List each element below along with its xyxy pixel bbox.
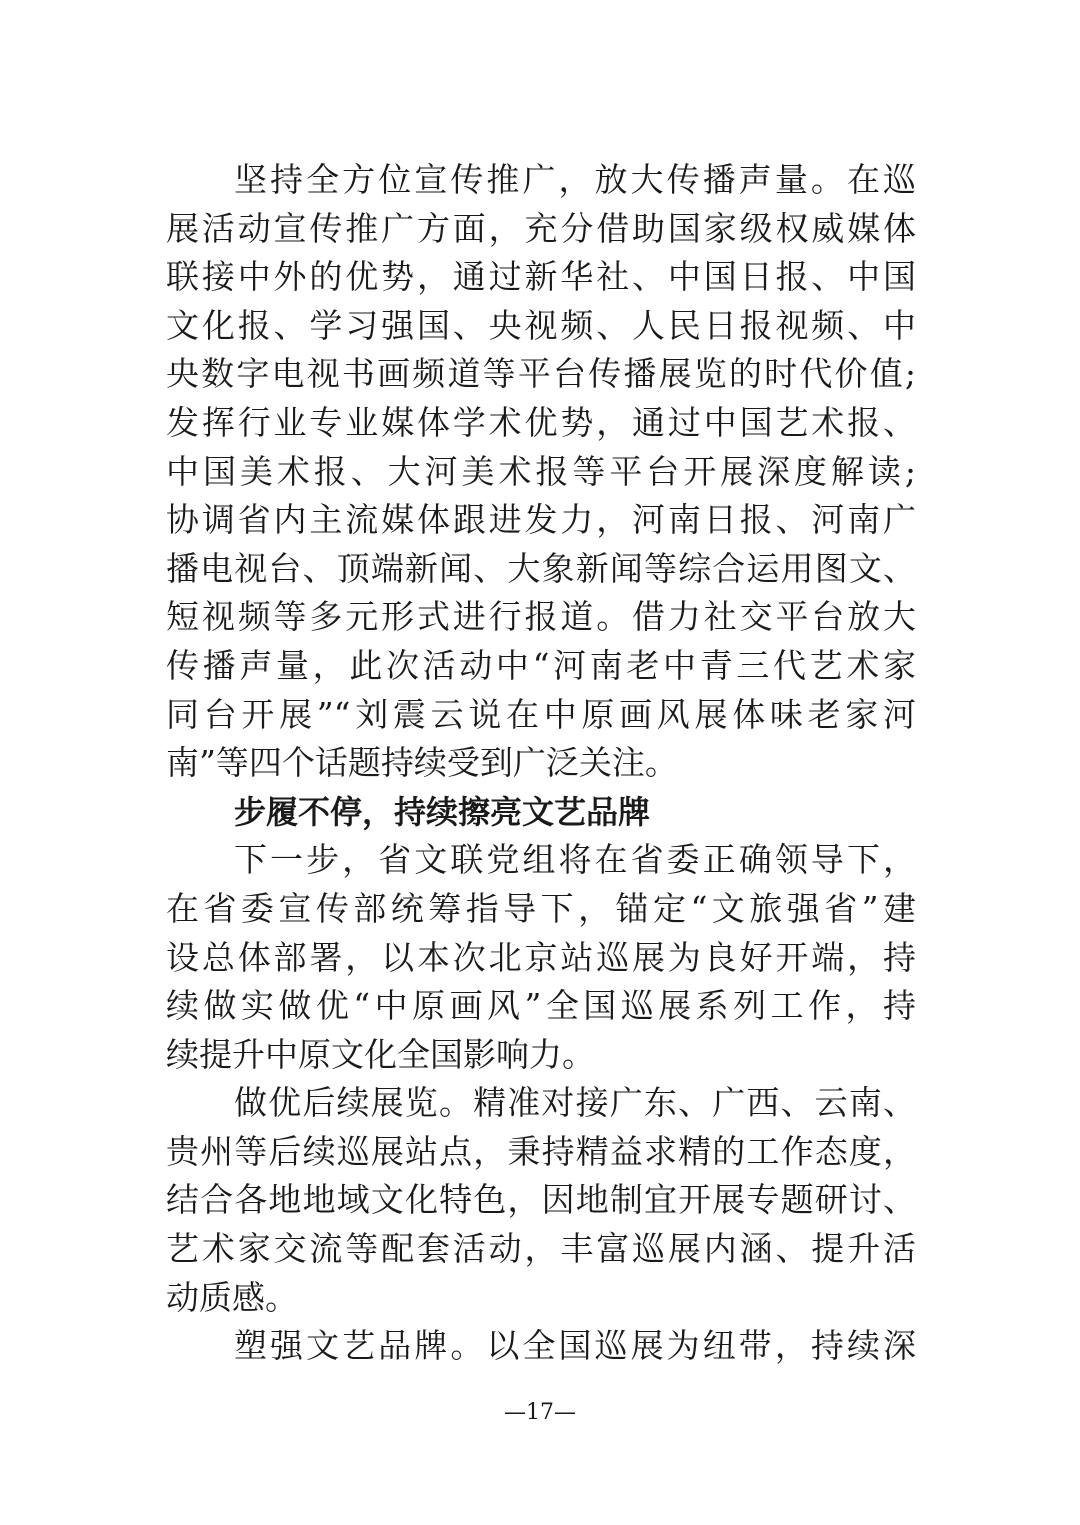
paragraph-line: 传播声量，此次活动中“河南老中青三代艺术家 (166, 645, 916, 685)
paragraph-line: 同台开展”“刘震云说在中原画风展体味老家河 (166, 694, 916, 734)
body-text (166, 156, 916, 1371)
page-number: —17— (504, 1400, 576, 1425)
paragraph-line: 文化报、学习强国、央视频、人民日报视频、中 (166, 305, 916, 345)
paragraph-line: 央数字电视书画频道等平台传播展览的时代价值; (166, 354, 916, 394)
paragraph-line: 协调省内主流媒体跟进发力，河南日报、河南广 (166, 500, 916, 540)
paragraph-line: 播电视台、顶端新闻、大象新闻等综合运用图文、 (166, 548, 916, 588)
paragraph-line: 塑强文艺品牌。以全国巡展为纽带，持续深 (234, 1326, 916, 1366)
paragraph-line: 南”等四个话题持续受到广泛关注。 (166, 743, 678, 783)
paragraph-line: 续做实做优“中原画风”全国巡展系列工作，持 (166, 986, 916, 1026)
paragraph-line: 坚持全方位宣传推广，放大传播声量。在巡 (234, 160, 916, 199)
paragraph-line: 续提升中原文化全国影响力。 (166, 1034, 595, 1074)
paragraph-line: 艺术家交流等配套活动，丰富巡展内涵、提升活 (166, 1229, 916, 1269)
paragraph-line: 短视频等多元形式进行报道。借力社交平台放大 (166, 597, 916, 637)
paragraph-line: 发挥行业专业媒体学术优势，通过中国艺术报、 (166, 402, 916, 442)
paragraph-line: 做优后续展览。精准对接广东、广西、云南、 (234, 1083, 916, 1123)
paragraph-line: 中国美术报、大河美术报等平台开展深度解读; (166, 451, 916, 491)
paragraph-line: 结合各地地域文化特色，因地制宜开展专题研讨、 (166, 1180, 916, 1220)
paragraph-line: 联接中外的优势，通过新华社、中国日报、中国 (166, 257, 916, 297)
section-heading: 步履不停，持续擦亮文艺品牌 (234, 792, 651, 831)
paragraph-line: 在省委宣传部统筹指导下，锚定“文旅强省”建 (166, 888, 916, 928)
paragraph-line: 贵州等后续巡展站点，秉持精益求精的工作态度， (166, 1131, 916, 1171)
paragraph-line: 动质感。 (166, 1277, 298, 1317)
paragraph-line: 展活动宣传推广方面，充分借助国家级权威媒体 (166, 208, 916, 248)
paragraph-line: 设总体部署，以本次北京站巡展为良好开端，持 (166, 937, 916, 977)
paragraph-line: 下一步，省文联党组将在省委正确领导下， (234, 840, 916, 880)
